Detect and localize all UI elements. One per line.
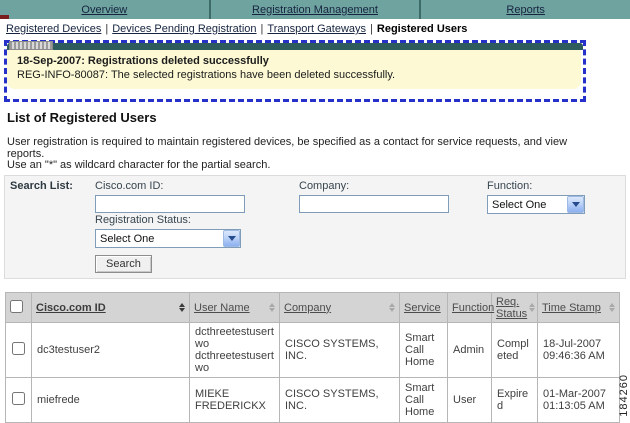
cell-function: Admin — [448, 323, 492, 378]
cisco-id-field-group — [95, 180, 245, 213]
company-field-group — [299, 180, 449, 213]
header-service[interactable]: Service — [400, 293, 448, 323]
wildcard-hint: Use an "*" as wildcard character for the partial search. — [7, 159, 271, 171]
sort-icon[interactable] — [609, 303, 615, 312]
header-time-stamp[interactable]: Time Stamp — [538, 293, 620, 323]
notification-title: 18-Sep-2007: Registrations deleted successfully — [17, 55, 269, 67]
sort-icon[interactable] — [179, 303, 185, 312]
header-user-name[interactable]: User Name — [190, 293, 280, 323]
cell-service: Smart Call Home — [400, 323, 448, 378]
select-all-checkbox[interactable] — [10, 300, 23, 313]
header-function[interactable]: Function — [448, 293, 492, 323]
notification-top-strip — [7, 43, 583, 50]
tab-registered-devices[interactable]: Registered Devices — [6, 23, 102, 35]
row-checkbox[interactable] — [12, 342, 25, 355]
tab-devices-pending-registration[interactable]: Devices Pending Registration — [112, 23, 257, 35]
search-panel — [4, 175, 626, 279]
registration-status-label: Registration Status: — [95, 214, 191, 226]
notification-box — [4, 40, 586, 102]
page-title: List of Registered Users — [7, 110, 157, 125]
chevron-down-icon — [223, 230, 240, 247]
nav-cell-reports — [421, 0, 630, 19]
figure-number: 184260 — [618, 374, 630, 417]
breadcrumb-separator: | — [260, 23, 264, 35]
cell-cisco-id: miefrede — [32, 378, 190, 423]
breadcrumb-separator: | — [370, 23, 373, 35]
top-navigation-bar — [0, 0, 630, 19]
function-select-value: Select One — [492, 198, 547, 211]
function-field-group — [487, 180, 585, 214]
header-cisco-id[interactable]: Cisco.com ID — [32, 293, 190, 323]
notification-message: REG-INFO-80087: The selected registrations have been deleted successfully. — [17, 69, 396, 81]
row-checkbox-cell — [6, 378, 32, 423]
tab-transport-gateways[interactable]: Transport Gateways — [267, 23, 367, 35]
company-label: Company: — [299, 180, 350, 192]
nav-cell-overview — [0, 0, 211, 19]
header-company[interactable]: Company — [280, 293, 400, 323]
sort-icon[interactable] — [529, 303, 535, 312]
table-header-row — [6, 293, 620, 323]
registration-status-select-value: Select One — [100, 232, 155, 245]
cisco-id-input[interactable] — [95, 195, 245, 213]
nav-link-reports[interactable]: Reports — [506, 3, 545, 16]
cell-service: Smart Call Home — [400, 378, 448, 423]
table-row — [6, 378, 620, 423]
cell-function: User — [448, 378, 492, 423]
cell-req-status: Completed — [492, 323, 538, 378]
function-label: Function: — [487, 180, 533, 192]
registration-status-select[interactable] — [95, 229, 241, 248]
cell-user-name: dcthreetestusertwo dcthreetestusertwo — [190, 323, 280, 378]
tab-registered-users-current: Registered Users — [376, 23, 468, 35]
nav-link-registration-management[interactable]: Registration Management — [252, 3, 378, 16]
cell-user-name: MIEKE FREDERICKX — [190, 378, 280, 423]
cell-company: CISCO SYSTEMS, INC. — [280, 378, 400, 423]
row-checkbox-cell — [6, 323, 32, 378]
sort-icon[interactable] — [269, 303, 275, 312]
chevron-down-icon — [567, 196, 584, 213]
nav-link-overview[interactable]: Overview — [81, 3, 128, 16]
cell-req-status: Expired — [492, 378, 538, 423]
sort-icon[interactable] — [389, 303, 395, 312]
cell-cisco-id: dc3testuser2 — [32, 323, 190, 378]
maroon-corner-accent — [0, 15, 9, 19]
cell-time-stamp: 18-Jul-2007 09:46:36 AM — [538, 323, 620, 378]
function-select[interactable] — [487, 195, 585, 214]
cisco-id-label: Cisco.com ID: — [95, 180, 164, 192]
row-checkbox[interactable] — [12, 392, 25, 405]
header-checkbox-cell — [6, 293, 32, 323]
company-input[interactable] — [299, 195, 449, 213]
cell-company: CISCO SYSTEMS, INC. — [280, 323, 400, 378]
cell-time-stamp: 01-Mar-2007 01:13:05 AM — [538, 378, 620, 423]
notification-body — [7, 50, 581, 89]
page-description: User registration is required to maintain registered devices, be specified as a contact for service requests, and view reports. — [7, 136, 568, 160]
table-body — [6, 323, 620, 423]
search-button[interactable]: Search — [95, 255, 152, 273]
breadcrumb — [6, 23, 626, 35]
registered-users-table — [5, 292, 620, 423]
nav-cell-registration-management — [211, 0, 422, 19]
search-list-label: Search List: — [10, 180, 73, 192]
header-req-status[interactable]: Req. Status — [492, 293, 538, 323]
mini-scrollbar-artifact — [9, 41, 53, 50]
breadcrumb-separator: | — [105, 23, 109, 35]
table-row — [6, 323, 620, 378]
